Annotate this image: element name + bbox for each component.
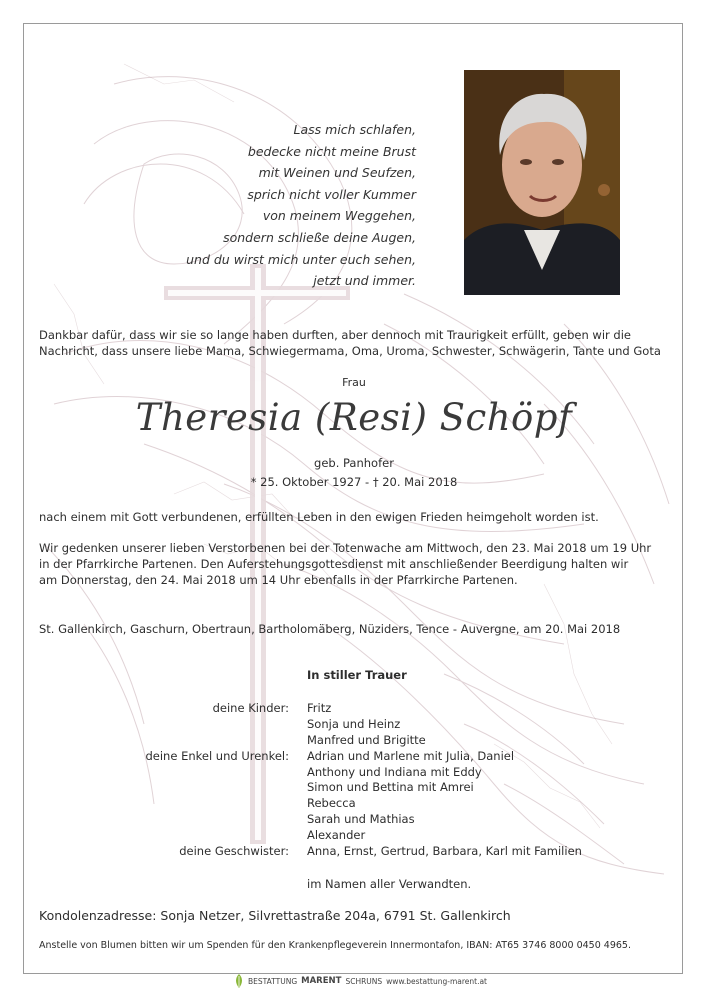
obituary-card: [23, 23, 683, 986]
leaf-icon: [234, 974, 244, 988]
poem-line: und du wirst mich unter euch sehen,: [186, 251, 416, 267]
children-list: [307, 700, 426, 747]
label-siblings: deine Geschwister:: [179, 844, 289, 858]
intro-line: Dankbar dafür, dass wir sie so lange haben durften, aber dennoch mit Traurigkeit erfüllt, geben wir die: [39, 328, 631, 342]
poem: [116, 119, 416, 292]
siblings-list: [307, 843, 582, 859]
poem-line: von meinem Weggehen,: [262, 208, 416, 224]
brand-town: SCHRUNS: [345, 976, 383, 986]
list-item: Sonja und Heinz: [307, 716, 401, 731]
condolence-address: Kondolenzadresse: Sonja Netzer, Silvrettastraße 204a, 6791 St. Gallenkirch: [39, 908, 511, 923]
funeral-home-logo: [234, 972, 487, 990]
label-grandchildren: deine Enkel und Urenkel:: [145, 748, 289, 763]
portrait-photo: [464, 70, 620, 295]
life-dates: * 25. Oktober 1927 - † 20. Mai 2018: [250, 475, 458, 489]
list-item: Fritz: [307, 701, 332, 715]
donation-note: Anstelle von Blumen bitten wir um Spenden für den Krankenpflegeverein Innermontafon, IBAN: AT65 3746 8000 0450 4965.: [39, 940, 631, 951]
intro-line: Nachricht, dass unsere liebe Mama, Schwiegermama, Oma, Uroma, Schwester, Schwägerin, Tante und Gota: [39, 344, 661, 358]
grandchildren-list: [307, 748, 515, 843]
deceased-name: Theresia (Resi) Schöpf: [135, 396, 573, 439]
service-text: [39, 540, 651, 588]
maiden-name: geb. Panhofer: [314, 456, 394, 470]
website-link[interactable]: www.bestattung-marent.at: [386, 976, 487, 986]
list-item: Simon und Bettina mit Amrei: [307, 780, 474, 795]
list-item: Sarah und Mathias: [307, 812, 415, 827]
relatives-line: im Namen aller Verwandten.: [307, 877, 472, 891]
mourning-heading: In stiller Trauer: [307, 668, 407, 682]
salutation: Frau: [342, 376, 366, 389]
service-line: am Donnerstag, den 24. Mai 2018 um 14 Uhr ebenfalls in der Pfarrkirche Partenen.: [39, 573, 518, 587]
poem-line: Lass mich schlafen,: [293, 122, 416, 137]
list-item: Alexander: [307, 828, 366, 843]
intro-text: [39, 327, 661, 359]
service-line: Wir gedenken unserer lieben Verstorbenen bei der Totenwache am Mittwoch, den 23. Mai 2018 um 19 Uhr: [39, 541, 652, 555]
list-item: Anthony und Indiana mit Eddy: [307, 764, 482, 779]
list-item: Manfred und Brigitte: [307, 732, 426, 747]
service-line: in der Pfarrkirche Partenen. Den Auferstehungsgottesdienst mit anschließender Beerdigung halten wir: [39, 557, 629, 571]
poem-line: bedecke nicht meine Brust: [247, 143, 416, 159]
brand-prefix: BESTATTUNG: [248, 976, 298, 986]
poem-line: sondern schließe deine Augen,: [223, 229, 416, 245]
label-children: deine Kinder:: [212, 701, 289, 715]
brand-name: MARENT: [301, 976, 342, 986]
list-item: Adrian und Marlene mit Julia, Daniel: [307, 748, 515, 763]
poem-line: sprich nicht voller Kummer: [247, 186, 416, 202]
list-item: Rebecca: [307, 796, 356, 811]
poem-line: jetzt und immer.: [313, 273, 416, 289]
list-item: Anna, Ernst, Gertrud, Barbara, Karl mit Familien: [307, 844, 582, 858]
passing-text: nach einem mit Gott verbundenen, erfüllten Leben in den ewigen Frieden heimgeholt worden ist.: [39, 510, 599, 524]
places-date: St. Gallenkirch, Gaschurn, Obertraun, Bartholomäberg, Nüziders, Tence - Auvergne, am 20. Mai 2018: [39, 622, 621, 636]
poem-line: mit Weinen und Seufzen,: [258, 165, 416, 181]
